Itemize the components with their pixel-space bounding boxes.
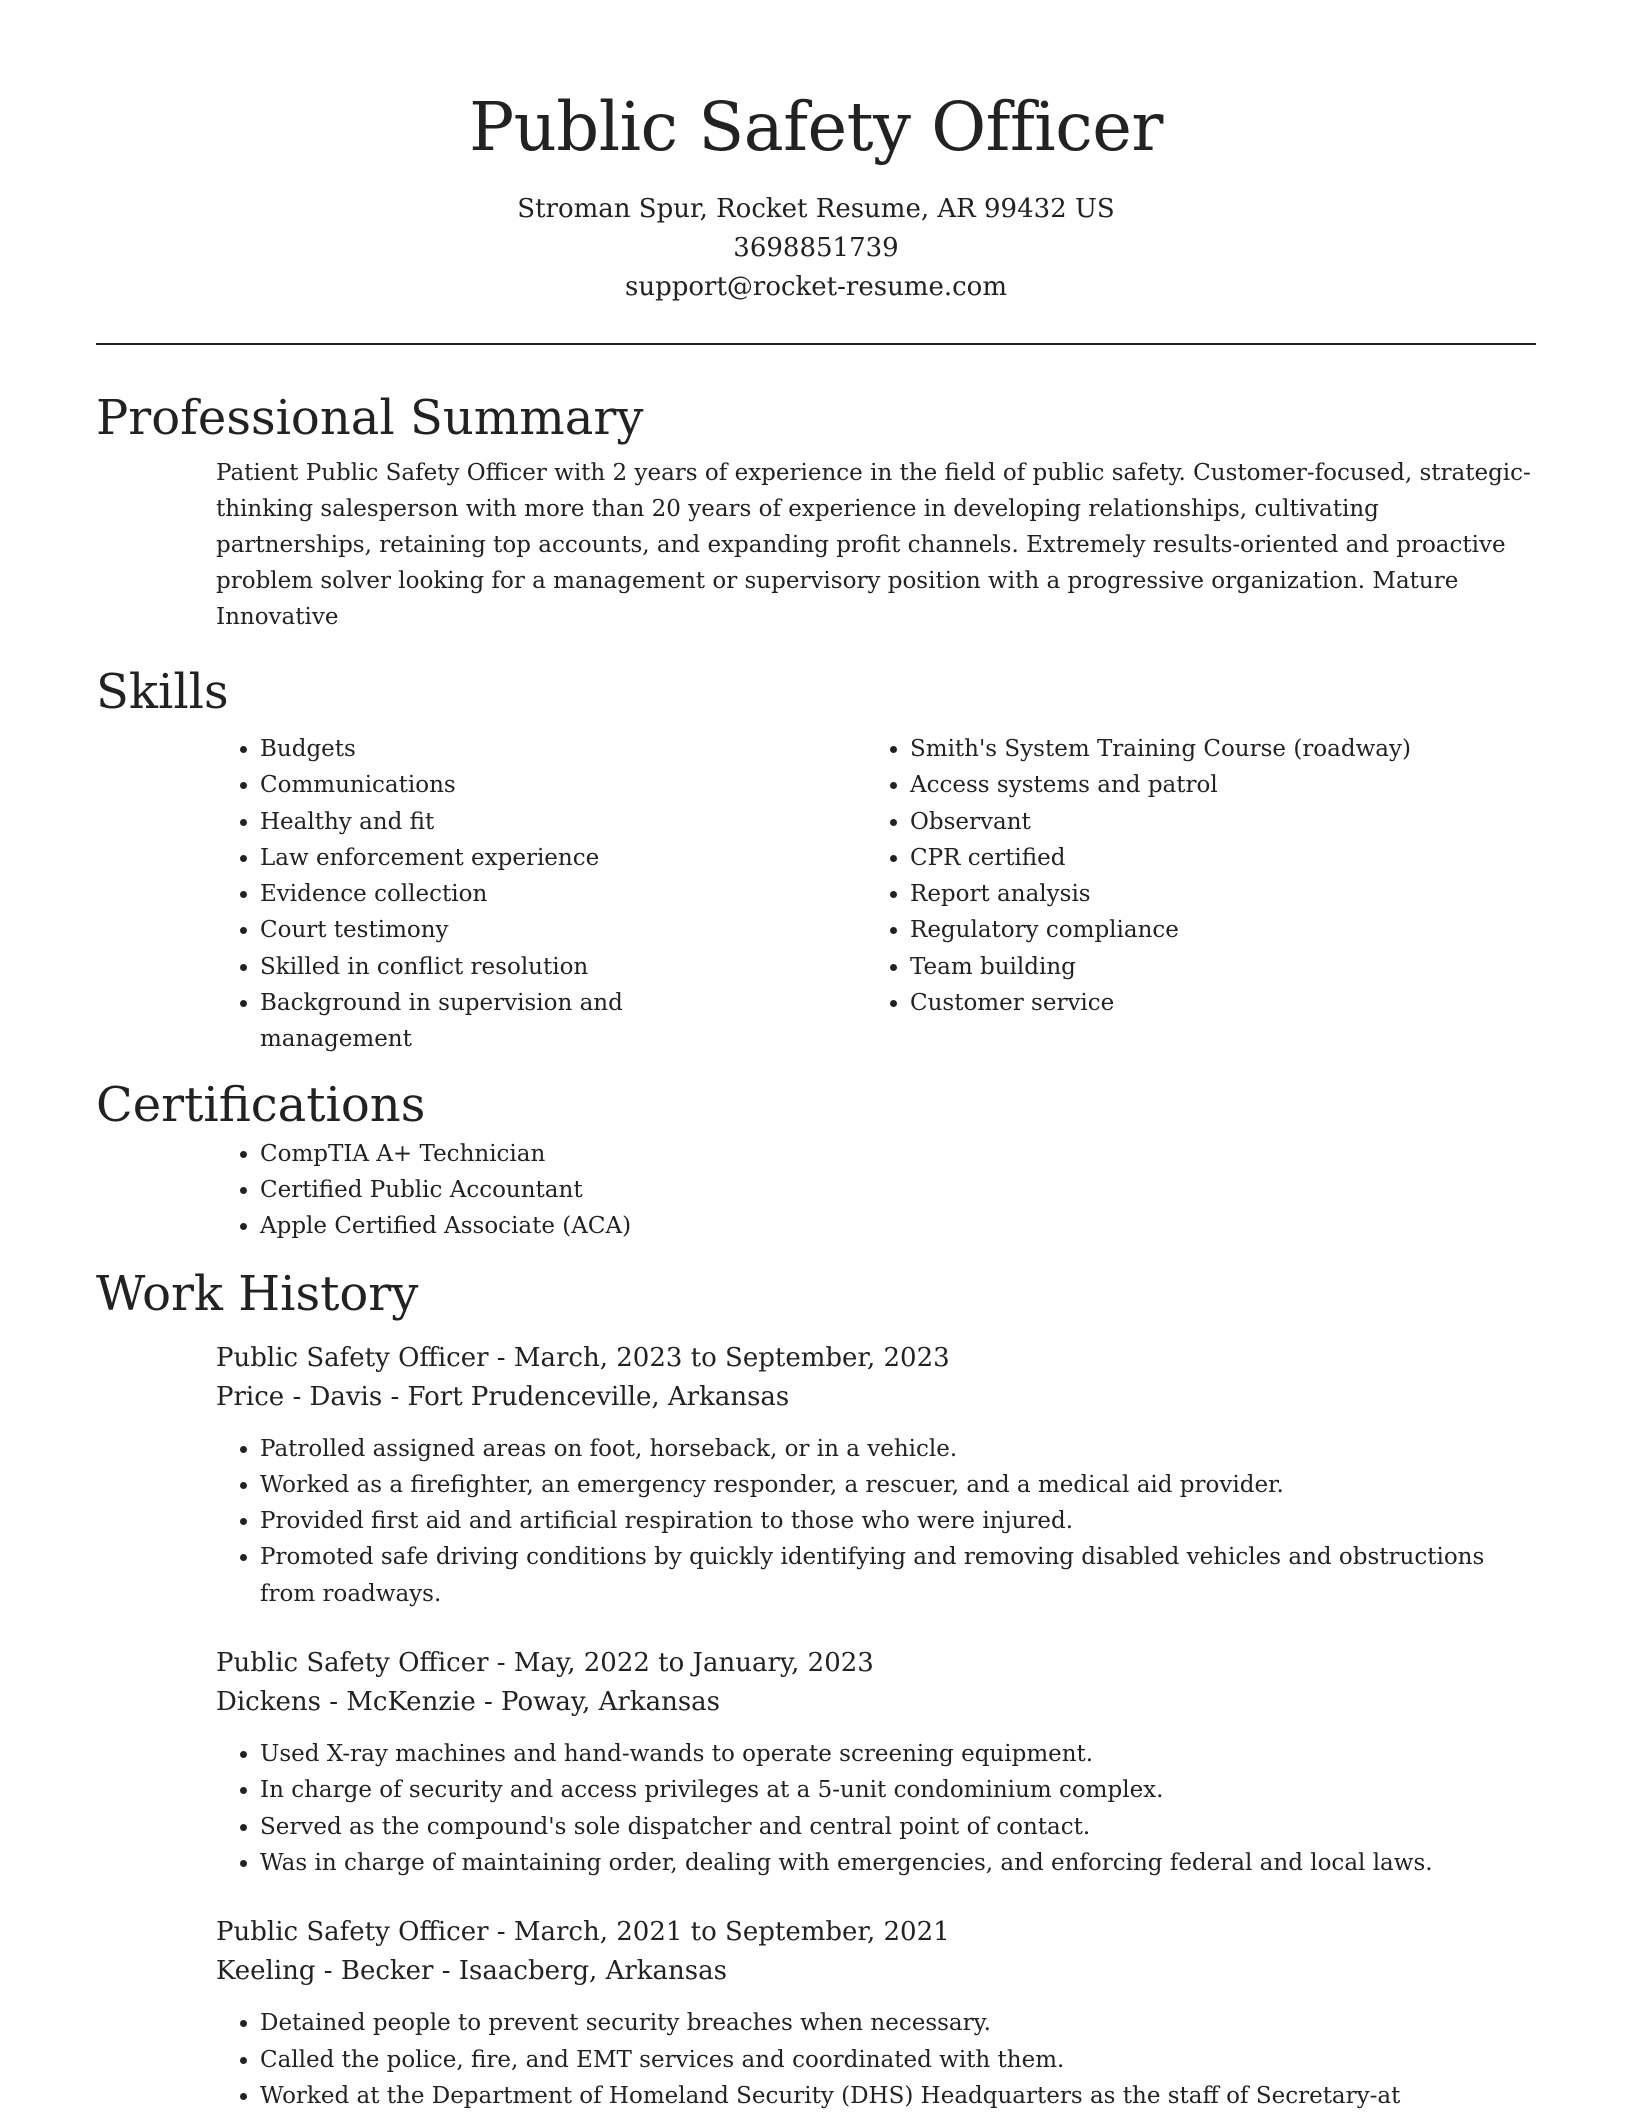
skills-column-left (96, 731, 746, 1058)
email[interactable]: support@rocket-resume.com (624, 272, 1007, 302)
address: Stroman Spur, Rocket Resume, AR 99432 US (517, 194, 1115, 224)
skill-item: • Evidence collection (260, 876, 746, 912)
job-entry (216, 1644, 1536, 1881)
job-duty-item: • Served as the compound's sole dispatcher and central point of contact. (260, 1809, 1540, 1845)
skills-column-right (746, 731, 1411, 1058)
job-company-line: Dickens - McKenzie - Poway, Arkansas (216, 1687, 721, 1718)
resume-header (96, 0, 1536, 307)
skill-item: • Smith's System Training Course (roadway) (910, 731, 1411, 767)
skills-list (96, 731, 1536, 1058)
job-duty-item: • Used X-ray machines and hand-wands to operate screening equipment. (260, 1736, 1540, 1772)
certifications-list (96, 1136, 1536, 1245)
job-duties (216, 1736, 1540, 1881)
certification-item: • Apple Certified Associate (ACA) (260, 1208, 1536, 1244)
job-duty-item: • Detained people to prevent security breaches when necessary. (260, 2005, 1540, 2041)
job-duty-item: • Provided first aid and artificial respiration to those who were injured. (260, 1503, 1540, 1539)
job-title-line: Public Safety Officer - March, 2023 to September, 2023 (216, 1342, 950, 1373)
candidate-name: Public Safety Officer (469, 88, 1163, 166)
certifications-heading: Certifications (96, 1076, 426, 1133)
skill-item: • Team building (910, 949, 1411, 985)
summary-heading: Professional Summary (96, 390, 644, 446)
skill-item: • Observant (910, 804, 1411, 840)
job-duty-item: • Promoted safe driving conditions by quickly identifying and removing disabled vehicles and obstructions from roadways. (260, 1539, 1540, 1612)
skill-item: • Regulatory compliance (910, 912, 1411, 948)
skill-item: • Healthy and fit (260, 804, 746, 840)
skill-item: • Budgets (260, 731, 746, 767)
skills-heading: Skills (96, 664, 229, 720)
skill-item: • Communications (260, 767, 746, 803)
job-company-line: Price - Davis - Fort Prudenceville, Arkansas (216, 1381, 790, 1412)
job-title-line: Public Safety Officer - May, 2022 to January, 2023 (216, 1648, 874, 1679)
skill-item: • Report analysis (910, 876, 1411, 912)
job-entry (216, 1339, 1536, 1612)
skill-item: • Background in supervision and management (260, 985, 746, 1058)
job-duty-item: • Patrolled assigned areas on foot, horseback, or in a vehicle. (260, 1431, 1540, 1467)
skill-item: • Customer service (910, 985, 1411, 1021)
certification-item: • CompTIA A+ Technician (260, 1136, 1536, 1172)
job-duty-item: • Called the police, fire, and EMT services and coordinated with them. (260, 2042, 1540, 2078)
summary-text: Patient Public Safety Officer with 2 years of experience in the field of public safety. Customer-focused, strategic-thinking salesperson with more than 20 years of experience in developing relationships, cultivating partnerships, retaining top accounts, and expanding profit channels. Extremely results-oriented and proactive problem solver looking for a management or supervisory position with a progressive organization. Mature Innovative (216, 460, 1531, 630)
job-duty-item: • Was in charge of maintaining order, dealing with emergencies, and enforcing federal and local laws. (260, 1845, 1540, 1881)
skill-item: • CPR certified (910, 840, 1411, 876)
job-duty-item: • Worked at the Department of Homeland Security (DHS) Headquarters as the staff of Secretary-at (260, 2078, 1540, 2114)
skill-item: • Skilled in conflict resolution (260, 949, 746, 985)
resume-page (96, 0, 1536, 2114)
job-company-line: Keeling - Becker - Isaacberg, Arkansas (216, 1956, 727, 1987)
skill-item: • Access systems and patrol (910, 767, 1411, 803)
job-entry (216, 1913, 1536, 2114)
job-duties (216, 1431, 1540, 1612)
work-history-heading: Work History (96, 1265, 419, 1322)
header-divider (96, 343, 1536, 345)
phone: 3698851739 (733, 233, 899, 263)
job-duties (216, 2005, 1540, 2114)
skill-item: • Court testimony (260, 912, 746, 948)
skill-item: • Law enforcement experience (260, 840, 746, 876)
job-title-line: Public Safety Officer - March, 2021 to September, 2021 (216, 1917, 950, 1948)
job-duty-item: • In charge of security and access privileges at a 5-unit condominium complex. (260, 1772, 1540, 1808)
certification-item: • Certified Public Accountant (260, 1172, 1536, 1208)
job-duty-item: • Worked as a firefighter, an emergency responder, a rescuer, and a medical aid provider. (260, 1467, 1540, 1503)
